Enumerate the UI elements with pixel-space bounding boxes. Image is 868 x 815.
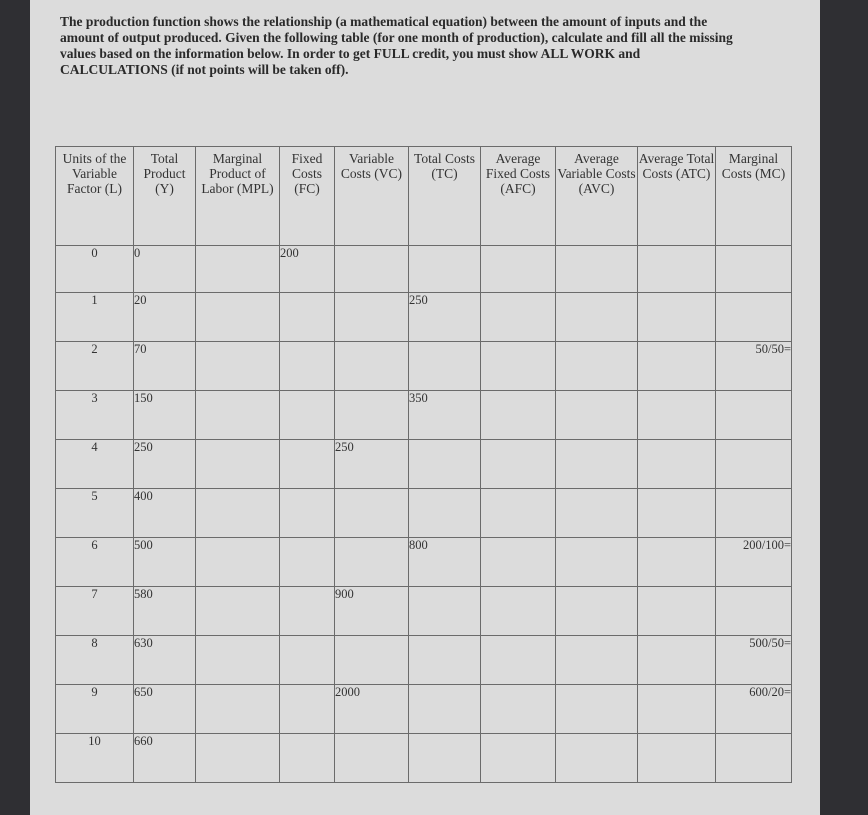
fixed-costs-cell bbox=[280, 587, 335, 636]
atc-cell bbox=[638, 246, 716, 293]
afc-cell bbox=[481, 440, 556, 489]
units-cell: 2 bbox=[56, 342, 134, 391]
mpl-cell bbox=[196, 293, 280, 342]
table-row bbox=[56, 685, 792, 734]
total-costs-cell: 350 bbox=[409, 391, 481, 440]
marginal-costs-cell bbox=[716, 587, 792, 636]
units-cell: 1 bbox=[56, 293, 134, 342]
atc-cell bbox=[638, 685, 716, 734]
atc-cell bbox=[638, 391, 716, 440]
table-row bbox=[56, 489, 792, 538]
total-product-cell: 0 bbox=[134, 246, 196, 293]
afc-cell bbox=[481, 246, 556, 293]
marginal-costs-cell bbox=[716, 734, 792, 783]
header-average-variable-costs: Average Variable Costs (AVC) bbox=[556, 147, 638, 246]
marginal-costs-cell: 500/50= bbox=[716, 636, 792, 685]
table-row bbox=[56, 246, 792, 293]
avc-cell bbox=[556, 489, 638, 538]
header-total-costs: Total Costs (TC) bbox=[409, 147, 481, 246]
variable-costs-cell bbox=[335, 293, 409, 342]
afc-cell bbox=[481, 489, 556, 538]
fixed-costs-cell bbox=[280, 489, 335, 538]
marginal-costs-cell: 50/50= bbox=[716, 342, 792, 391]
marginal-costs-cell bbox=[716, 293, 792, 342]
units-cell: 0 bbox=[56, 246, 134, 293]
avc-cell bbox=[556, 587, 638, 636]
total-product-cell: 500 bbox=[134, 538, 196, 587]
variable-costs-cell bbox=[335, 342, 409, 391]
mpl-cell bbox=[196, 734, 280, 783]
mpl-cell bbox=[196, 246, 280, 293]
total-product-cell: 250 bbox=[134, 440, 196, 489]
total-costs-cell bbox=[409, 246, 481, 293]
avc-cell bbox=[556, 636, 638, 685]
variable-costs-cell bbox=[335, 538, 409, 587]
total-product-cell: 650 bbox=[134, 685, 196, 734]
avc-cell bbox=[556, 342, 638, 391]
header-variable-costs: Variable Costs (VC) bbox=[335, 147, 409, 246]
marginal-costs-cell bbox=[716, 246, 792, 293]
avc-cell bbox=[556, 734, 638, 783]
marginal-costs-cell: 200/100= bbox=[716, 538, 792, 587]
atc-cell bbox=[638, 440, 716, 489]
total-costs-cell bbox=[409, 587, 481, 636]
units-cell: 4 bbox=[56, 440, 134, 489]
mpl-cell bbox=[196, 440, 280, 489]
total-product-cell: 150 bbox=[134, 391, 196, 440]
atc-cell bbox=[638, 342, 716, 391]
mpl-cell bbox=[196, 685, 280, 734]
header-fixed-costs: Fixed Costs (FC) bbox=[280, 147, 335, 246]
marginal-costs-cell bbox=[716, 391, 792, 440]
variable-costs-cell bbox=[335, 489, 409, 538]
fixed-costs-cell bbox=[280, 538, 335, 587]
marginal-costs-cell: 600/20= bbox=[716, 685, 792, 734]
header-average-fixed-costs: Average Fixed Costs (AFC) bbox=[481, 147, 556, 246]
header-average-total-costs: Average Total Costs (ATC) bbox=[638, 147, 716, 246]
mpl-cell bbox=[196, 391, 280, 440]
afc-cell bbox=[481, 391, 556, 440]
total-product-cell: 630 bbox=[134, 636, 196, 685]
mpl-cell bbox=[196, 587, 280, 636]
variable-costs-cell bbox=[335, 246, 409, 293]
header-marginal-product: Marginal Product of Labor (MPL) bbox=[196, 147, 280, 246]
fixed-costs-cell bbox=[280, 734, 335, 783]
header-row bbox=[56, 147, 792, 246]
variable-costs-cell: 2000 bbox=[335, 685, 409, 734]
fixed-costs-cell bbox=[280, 685, 335, 734]
total-costs-cell bbox=[409, 342, 481, 391]
table-row bbox=[56, 734, 792, 783]
variable-costs-cell: 900 bbox=[335, 587, 409, 636]
fixed-costs-cell bbox=[280, 636, 335, 685]
cost-table bbox=[55, 146, 792, 783]
fixed-costs-cell bbox=[280, 293, 335, 342]
atc-cell bbox=[638, 538, 716, 587]
header-marginal-costs: Marginal Costs (MC) bbox=[716, 147, 792, 246]
units-cell: 5 bbox=[56, 489, 134, 538]
fixed-costs-cell bbox=[280, 342, 335, 391]
table-row bbox=[56, 440, 792, 489]
atc-cell bbox=[638, 587, 716, 636]
total-costs-cell bbox=[409, 489, 481, 538]
afc-cell bbox=[481, 342, 556, 391]
header-units: Units of the Variable Factor (L) bbox=[56, 147, 134, 246]
total-product-cell: 580 bbox=[134, 587, 196, 636]
table-row bbox=[56, 538, 792, 587]
variable-costs-cell bbox=[335, 734, 409, 783]
avc-cell bbox=[556, 538, 638, 587]
atc-cell bbox=[638, 636, 716, 685]
atc-cell bbox=[638, 734, 716, 783]
units-cell: 6 bbox=[56, 538, 134, 587]
afc-cell bbox=[481, 538, 556, 587]
avc-cell bbox=[556, 246, 638, 293]
avc-cell bbox=[556, 391, 638, 440]
afc-cell bbox=[481, 293, 556, 342]
mpl-cell bbox=[196, 489, 280, 538]
units-cell: 9 bbox=[56, 685, 134, 734]
avc-cell bbox=[556, 293, 638, 342]
mpl-cell bbox=[196, 636, 280, 685]
fixed-costs-cell bbox=[280, 440, 335, 489]
atc-cell bbox=[638, 293, 716, 342]
afc-cell bbox=[481, 734, 556, 783]
header-total-product: Total Product (Y) bbox=[134, 147, 196, 246]
atc-cell bbox=[638, 489, 716, 538]
total-costs-cell bbox=[409, 440, 481, 489]
units-cell: 10 bbox=[56, 734, 134, 783]
marginal-costs-cell bbox=[716, 440, 792, 489]
instructions-text: The production function shows the relationship (a mathematical equation) between the amount of inputs and the amount of output produced. Given the following table (for one month of production), calculate and fill all the missing values based on the information below. In order to get FULL credit, you must show ALL WORK and CALCULATIONS (if not points will be taken off). bbox=[60, 14, 733, 77]
total-costs-cell bbox=[409, 734, 481, 783]
variable-costs-cell bbox=[335, 636, 409, 685]
fixed-costs-cell: 200 bbox=[280, 246, 335, 293]
table-row bbox=[56, 391, 792, 440]
avc-cell bbox=[556, 685, 638, 734]
table-row bbox=[56, 293, 792, 342]
table-row bbox=[56, 587, 792, 636]
afc-cell bbox=[481, 636, 556, 685]
mpl-cell bbox=[196, 538, 280, 587]
total-product-cell: 660 bbox=[134, 734, 196, 783]
afc-cell bbox=[481, 685, 556, 734]
avc-cell bbox=[556, 440, 638, 489]
table-row bbox=[56, 636, 792, 685]
marginal-costs-cell bbox=[716, 489, 792, 538]
units-cell: 8 bbox=[56, 636, 134, 685]
variable-costs-cell bbox=[335, 391, 409, 440]
mpl-cell bbox=[196, 342, 280, 391]
units-cell: 3 bbox=[56, 391, 134, 440]
total-costs-cell bbox=[409, 636, 481, 685]
variable-costs-cell: 250 bbox=[335, 440, 409, 489]
fixed-costs-cell bbox=[280, 391, 335, 440]
table-row bbox=[56, 342, 792, 391]
total-product-cell: 400 bbox=[134, 489, 196, 538]
afc-cell bbox=[481, 587, 556, 636]
total-product-cell: 70 bbox=[134, 342, 196, 391]
total-product-cell: 20 bbox=[134, 293, 196, 342]
units-cell: 7 bbox=[56, 587, 134, 636]
total-costs-cell: 250 bbox=[409, 293, 481, 342]
total-costs-cell: 800 bbox=[409, 538, 481, 587]
total-costs-cell bbox=[409, 685, 481, 734]
